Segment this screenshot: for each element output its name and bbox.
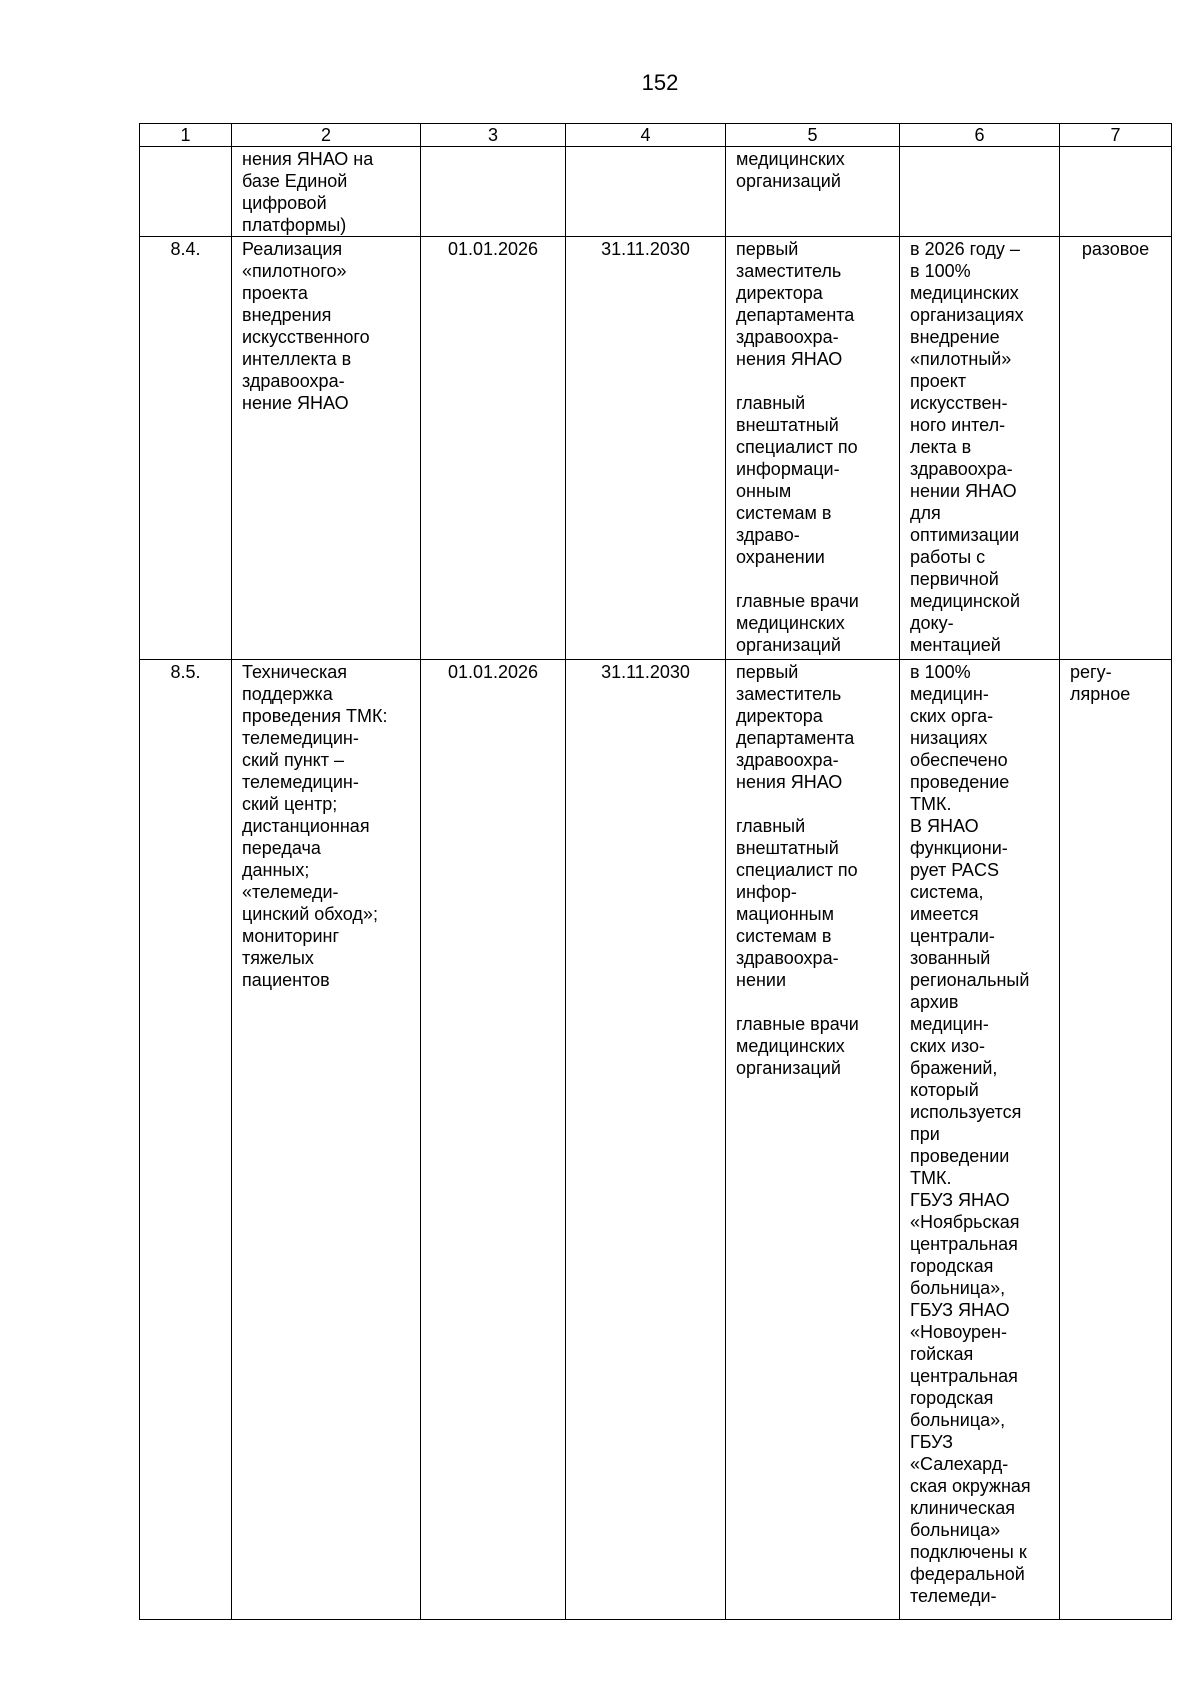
column-number-7: 7: [1060, 124, 1172, 147]
activity-name: Реализация «пилотного» проекта внедрения искусственного интеллекта в здравоохра- нение ЯНАО: [232, 237, 421, 660]
column-number-6: 6: [900, 124, 1060, 147]
column-number-4: 4: [566, 124, 726, 147]
activity-name: Техническая поддержка проведения ТМК: телемедицин- ский пункт – телемедицин- ский центр; дистанционная передача данных; «телемеди- цинский обход»; мониторинг тяжелых пациентов: [232, 660, 421, 1620]
plan-table: [139, 123, 1172, 1620]
activity-type: разовое: [1060, 237, 1172, 660]
column-number-row: [140, 124, 1172, 147]
column-number-5: 5: [726, 124, 900, 147]
responsible-cell: [726, 660, 900, 1620]
expected-result: в 100% медицин- ских орга- низациях обеспечено проведение ТМК. В ЯНАО функциони- рует PACS система, имеется централи- зованный региональный архив медицин- ских изо- бражений, который используется при проведении ТМК. ГБУЗ ЯНАО «Ноябрьская центральная городская больница», ГБУЗ ЯНАО «Новоурен- гойская центральная городская больница», ГБУЗ «Салехард- ская окружная клиническая больница» подключены к федеральной телемеди-: [900, 660, 1060, 1620]
continuation-responsible: медицинских организаций: [726, 147, 900, 237]
start-date: 01.01.2026: [421, 660, 566, 1620]
responsible-entry: главные врачи медицинских организаций: [736, 591, 859, 655]
continuation-name: нения ЯНАО на базе Единой цифровой платформы): [232, 147, 421, 237]
responsible-entry: первый заместитель директора департамента здравоохра- нения ЯНАО: [736, 662, 855, 792]
continuation-start: [421, 147, 566, 237]
column-number-2: 2: [232, 124, 421, 147]
column-number-1: 1: [140, 124, 232, 147]
page-number: 152: [641, 70, 679, 95]
responsible-entry: главный внештатный специалист по инфор- мационным системам в здравоохра- нении: [736, 816, 858, 990]
continuation-num: [140, 147, 232, 237]
row-number: 8.5.: [140, 660, 232, 1620]
responsible-entry: главный внештатный специалист по информаци- онным системам в здраво- охранении: [736, 393, 858, 567]
end-date: 31.11.2030: [566, 237, 726, 660]
row-number: 8.4.: [140, 237, 232, 660]
start-date: 01.01.2026: [421, 237, 566, 660]
expected-result: в 2026 году – в 100% медицинских организациях внедрение «пилотный» проект искусствен- ного интел- лекта в здравоохра- нении ЯНАО для оптимизации работы с первичной медицинской доку- ментацией: [900, 237, 1060, 660]
column-number-3: 3: [421, 124, 566, 147]
continuation-result: [900, 147, 1060, 237]
end-date: 31.11.2030: [566, 660, 726, 1620]
continuation-end: [566, 147, 726, 237]
responsible-entry: первый заместитель директора департамента здравоохра- нения ЯНАО: [736, 239, 855, 369]
table-row-8-4: [140, 237, 1172, 660]
responsible-entry: главные врачи медицинских организаций: [736, 1014, 859, 1078]
activity-type: регу- лярное: [1060, 660, 1172, 1620]
responsible-cell: [726, 237, 900, 660]
continuation-row: [140, 147, 1172, 237]
table-row-8-5: [140, 660, 1172, 1620]
continuation-type: [1060, 147, 1172, 237]
